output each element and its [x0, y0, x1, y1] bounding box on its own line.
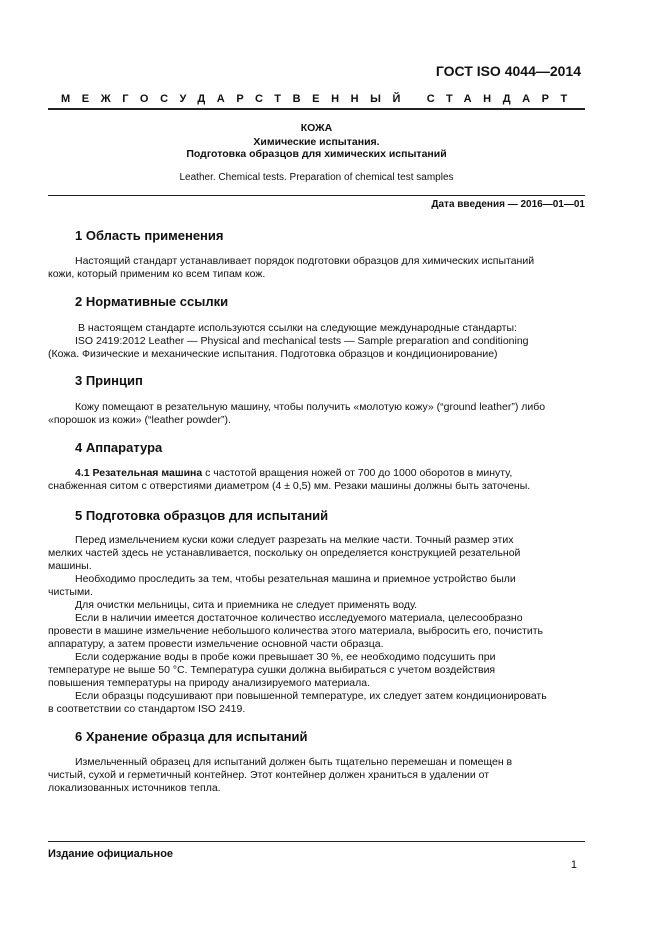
text-span: с частотой вращения ножей от 700 до 1000 оборотов в минуту,	[202, 467, 513, 479]
text-line: чистый, сухой и герметичный контейнер. Этот контейнер должен храниться в удалении от	[48, 769, 490, 781]
section-3-heading: 3 Принцип	[75, 373, 143, 388]
text-line: машины.	[48, 560, 92, 572]
text-line: аппаратуру, а затем провести измельчение основной части образца.	[48, 638, 384, 650]
title-main: КОЖА	[300, 122, 333, 134]
section-2-heading: 2 Нормативные ссылки	[75, 294, 229, 309]
text-line: «порошок из кожи» (“leather powder”).	[48, 414, 231, 426]
footer-rule	[48, 841, 585, 842]
text-line: Необходимо проследить за тем, чтобы резательная машина и приемное устройство были	[75, 573, 516, 585]
section-6-paragraph	[48, 756, 585, 795]
text-line: Кожу помещают в резательную машину, чтобы получить «молотую кожу» (“ground leather”) либо	[75, 401, 546, 413]
section-5-heading: 5 Подготовка образцов для испытаний	[75, 508, 329, 523]
text-line: В настоящем стандарте используются ссылки на следующие международные стандарты:	[78, 322, 517, 334]
section-6-heading: 6 Хранение образца для испытаний	[75, 729, 308, 744]
section-1-paragraph	[48, 255, 585, 281]
text-line: Если содержание воды в пробе кожи превышает 30 %, ее необходимо подсушить при	[75, 651, 496, 663]
text-line: ISO 2419:2012 Leather — Physical and mechanical tests — Sample preparation and conditioning	[75, 335, 529, 347]
text-line: Если в наличии имеется достаточное количество исследуемого материала, целесообразно	[75, 612, 523, 624]
section-5-paragraphs	[48, 534, 585, 716]
text-line: температуре не выше 50 °С. Температура сушки должна выбираться с учетом воздействия	[48, 664, 496, 676]
text-line: (Кожа. Физические и механические испытания. Подготовка образцов и кондиционирование)	[48, 348, 498, 360]
text-line: Перед измельчением куски кожи следует разрезать на мелкие части. Точный размер этих	[75, 534, 514, 546]
official-edition-label: Издание официальное	[48, 848, 174, 860]
section-4-paragraph	[48, 467, 585, 493]
text-line: Измельченный образец для испытаний должен быть тщательно перемешан и помещен в	[75, 756, 513, 768]
section-1-heading: 1 Область применения	[75, 228, 224, 243]
intro-date: Дата введения — 2016—01—01	[431, 199, 585, 210]
text-line: локализованных источников тепла.	[48, 782, 221, 794]
text-line: мелких частей здесь не устанавливается, поскольку он определяется конструкцией резательной	[48, 547, 521, 559]
banner-rule	[48, 108, 585, 110]
section-3-paragraph	[48, 401, 585, 427]
document-number: ГОСТ ISO 4044—2014	[435, 63, 581, 79]
text-line: повышения температуры на природу анализируемого материала.	[48, 677, 370, 689]
date-rule	[48, 195, 585, 196]
term-cutting-machine: 4.1 Резательная машина	[75, 467, 203, 479]
standard-banner: МЕЖГОСУДАРСТВЕННЫЙ СТАНДАРТ	[61, 93, 579, 105]
section-4-heading: 4 Аппаратура	[75, 440, 163, 455]
section-2-paragraph	[48, 322, 585, 361]
title-english: Leather. Chemical tests. Preparation of chemical test samples	[179, 172, 454, 183]
text-line: кожи, который применим ко всем типам кож.	[48, 268, 266, 280]
text-line: Если образцы подсушивают при повышенной температуре, их следует затем кондиционировать	[75, 690, 547, 702]
text-line: Для очистки мельницы, сита и приемника не следует применять воду.	[75, 599, 418, 611]
text-line: чистыми.	[48, 586, 93, 598]
text-line: провести в машине измельчение небольшого количества этого материала, выбросить его, почистить	[48, 625, 543, 637]
text-line	[48, 467, 585, 480]
text-line: Настоящий стандарт устанавливает порядок подготовки образцов для химических испытаний	[75, 255, 535, 267]
text-line: снабженная ситом с отверстиями диаметром (4 ± 0,5) мм. Резаки машины должны быть заточены.	[48, 480, 531, 492]
title-line-2: Химические испытания.	[253, 136, 380, 148]
title-line-3: Подготовка образцов для химических испытаний	[186, 148, 447, 160]
text-line: в соответствии со стандартом ISO 2419.	[48, 703, 246, 715]
page-number: 1	[570, 859, 577, 871]
